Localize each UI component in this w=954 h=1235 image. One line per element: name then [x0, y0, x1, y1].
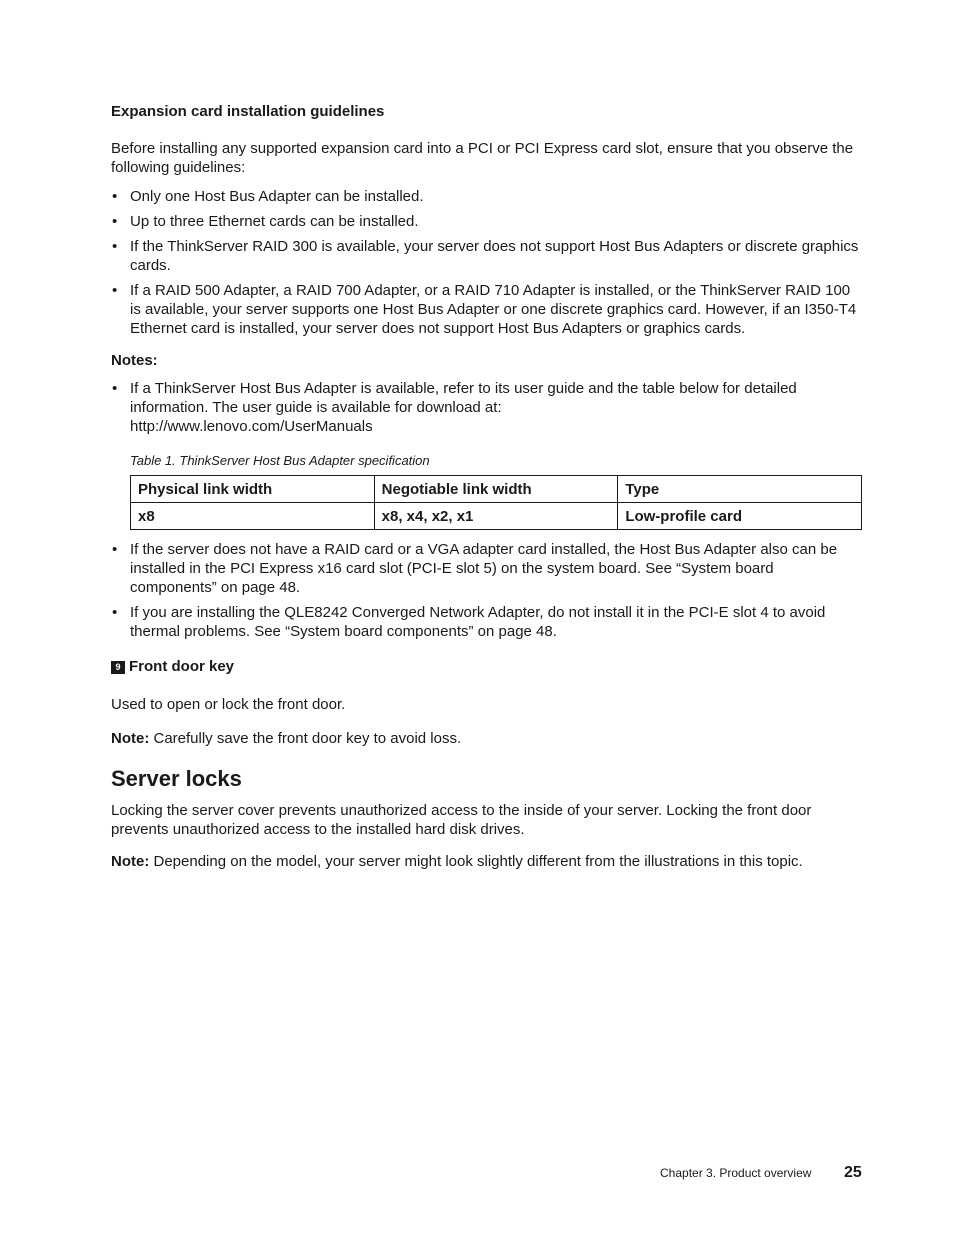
table-header-row — [131, 476, 862, 503]
note-text: Carefully save the front door key to avoid loss. — [153, 730, 462, 747]
note-text: If a ThinkServer Host Bus Adapter is available, refer to its user guide and the table below for detailed information. The user guide is available for download at: — [130, 380, 797, 416]
hba-spec-table — [130, 475, 862, 530]
table-caption: Table 1. ThinkServer Host Bus Adapter specification — [130, 453, 430, 468]
front-door-heading-text: Front door key — [129, 658, 235, 675]
page-number: 25 — [844, 1164, 862, 1181]
notes-list-1 — [111, 379, 863, 436]
list-item: • If the server does not have a RAID card or a VGA adapter card installed, the Host Bus Adapter also can be installed in the PCI Express x16 card slot (PCI-E slot 5) on the system board. See “System board components” on page 48. — [111, 540, 863, 597]
table-cell: x8 — [131, 503, 375, 530]
list-item: • If the ThinkServer RAID 300 is available, your server does not support Host Bus Adapters or discrete graphics cards. — [111, 237, 863, 275]
front-door-note — [111, 729, 863, 748]
table-header-cell: Physical link width — [131, 476, 375, 503]
list-item: • If you are installing the QLE8242 Converged Network Adapter, do not install it in the PCI-E slot 4 to avoid thermal problems. See “System board components” on page 48. — [111, 603, 863, 641]
table-cell: Low-profile card — [618, 503, 862, 530]
front-door-heading — [111, 658, 234, 675]
list-item: • Only one Host Bus Adapter can be installed. — [111, 187, 863, 206]
table-row — [131, 503, 862, 530]
table-cell: x8, x4, x2, x1 — [374, 503, 618, 530]
notes-list-2 — [111, 540, 863, 641]
list-item: • If a RAID 500 Adapter, a RAID 700 Adapter, or a RAID 710 Adapter is installed, or the ThinkServer RAID 100 is available, your server supports one Host Bus Adapter or one discrete graphics card. However, if an I350-T4 Ethernet card is installed, your server does not support Host Bus Adapters or graphics cards. — [111, 281, 863, 338]
server-locks-paragraph: Locking the server cover prevents unauthorized access to the inside of your server. Locking the front door prevents unauthorized access to the installed hard disk drives. — [111, 802, 812, 838]
callout-badge: 9 — [111, 661, 125, 674]
list-item — [111, 379, 863, 436]
intro-paragraph: Before installing any supported expansion card into a PCI or PCI Express card slot, ensure that you observe the following guidelines: — [111, 140, 854, 176]
note-label: Note: — [111, 730, 150, 747]
server-locks-title: Server locks — [111, 766, 242, 791]
notes-label: Notes: — [111, 352, 158, 369]
note-label: Note: — [111, 853, 150, 870]
table-header-cell: Type — [618, 476, 862, 503]
footer-chapter: Chapter 3. Product overview — [660, 1166, 812, 1180]
front-door-text: Used to open or lock the front door. — [111, 696, 346, 713]
section-heading: Expansion card installation guidelines — [111, 103, 385, 120]
user-manuals-url[interactable]: http://www.lenovo.com/UserManuals — [130, 418, 373, 435]
note-text: Depending on the model, your server might look slightly different from the illustrations in this topic. — [153, 853, 803, 870]
list-item: • Up to three Ethernet cards can be installed. — [111, 212, 863, 231]
table-header-cell: Negotiable link width — [374, 476, 618, 503]
server-locks-note — [111, 852, 863, 871]
guidelines-list — [111, 187, 863, 338]
